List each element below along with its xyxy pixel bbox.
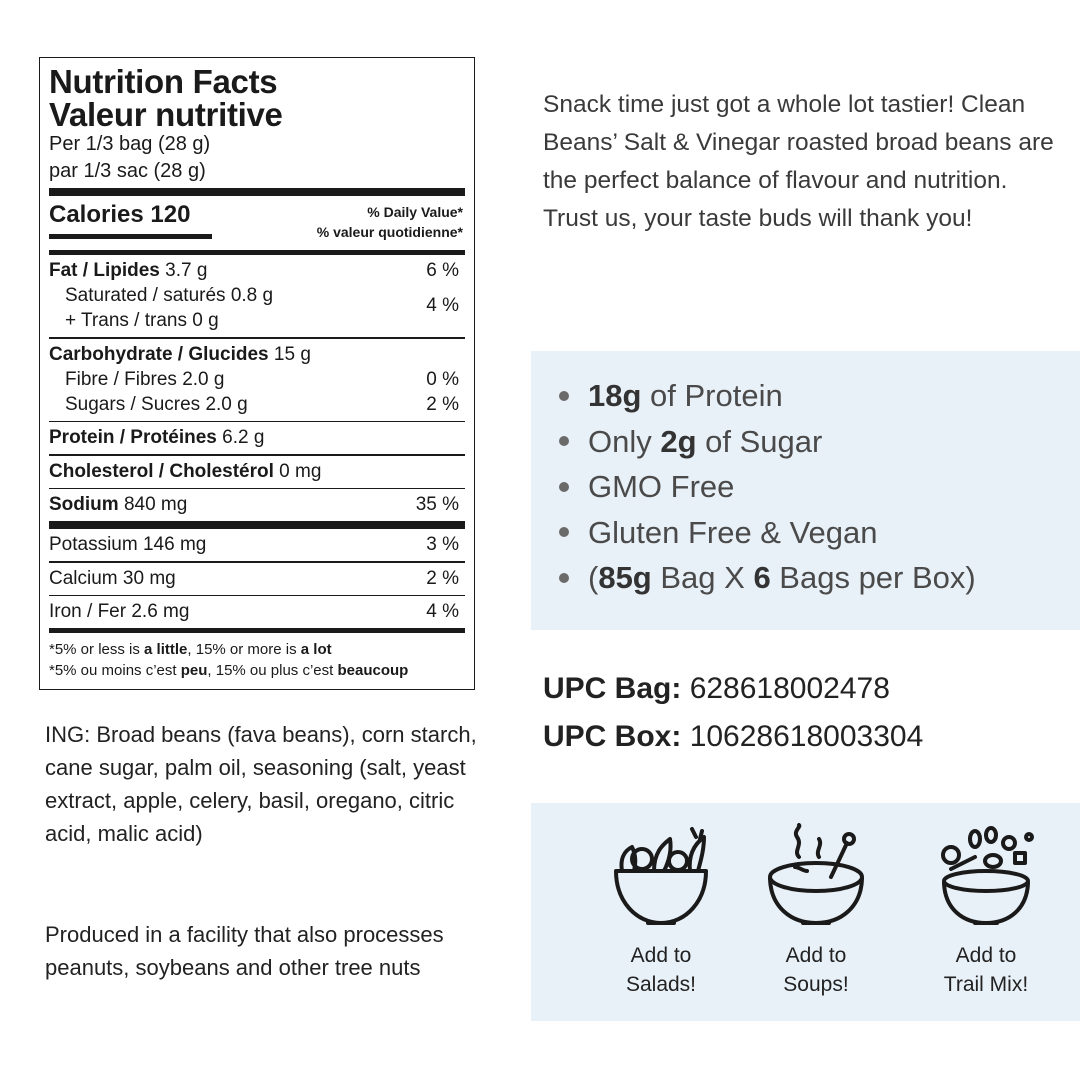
calcium-amount: 30 mg [122, 567, 176, 589]
bullet-icon [559, 436, 569, 446]
ingredients [45, 718, 485, 850]
feature-number: 18g [588, 378, 642, 413]
footnote-text: *5% or less is [49, 641, 145, 658]
calories-text [49, 201, 190, 229]
fibre-pct: 0 % [426, 368, 459, 390]
sodium-amount: 840 mg [123, 494, 188, 515]
features-panel [531, 351, 1080, 630]
nutrition-title-fr: Valeur nutritive [49, 96, 283, 133]
bullet-icon [559, 482, 569, 492]
feature-number: 2g [660, 423, 697, 459]
iron-pct: 4 % [426, 601, 459, 622]
daily-value-en: % Daily Value* [367, 204, 463, 220]
iron-label: Iron / Fer [49, 601, 127, 622]
calcium-pct: 2 % [426, 567, 459, 589]
feature-gluten [559, 510, 1080, 556]
sugars-label: Sugars / Sucres [65, 393, 201, 415]
divider [49, 188, 465, 196]
use-label-line: Add to [630, 944, 692, 967]
calcium-label: Calcium [49, 567, 118, 589]
bullet-icon [559, 527, 569, 537]
upc-box-value: 10628618003304 [689, 720, 924, 753]
nutrition-footnote [49, 633, 465, 681]
sodium-row [49, 489, 465, 521]
saturated-label: Saturated / saturés [65, 285, 226, 306]
trans-row [49, 308, 465, 333]
soup-bowl-icon [761, 823, 871, 933]
upc-box [543, 720, 923, 754]
sodium-label: Sodium [49, 494, 119, 515]
footnote-fr [49, 660, 465, 681]
calories-row [49, 196, 465, 250]
calories-label: Calories [49, 201, 144, 228]
feature-text: ( [588, 560, 599, 595]
footnote-text: , 15% or more is [187, 641, 301, 658]
upc-bag-value: 628618002478 [689, 672, 890, 705]
potassium-label: Potassium [49, 534, 138, 555]
carb-block [49, 339, 465, 421]
serving-size-en: Per 1/3 bag (28 g) [49, 133, 211, 155]
feature-number: 85g [598, 560, 652, 595]
ingredients-text: Broad beans (fava beans), corn starch, cane sugar, palm oil, seasoning (salt, yeast extract, apple, celery, basil, oregano, citric acid, malic acid) [45, 722, 477, 846]
saturated-row [49, 283, 465, 308]
cholesterol-label: Cholesterol / Cholestérol [49, 460, 274, 482]
feature-bag-count [559, 555, 1080, 601]
footnote-text: *5% ou moins c’est [49, 662, 181, 679]
use-soups [741, 823, 891, 999]
feature-protein [559, 373, 1080, 419]
protein-amount: 6.2 g [222, 427, 265, 448]
trans-label: + Trans / trans [65, 310, 187, 331]
cholesterol-row [49, 456, 465, 488]
salad-bowl-icon [606, 823, 716, 933]
use-label-line: Add to [955, 944, 1017, 967]
fat-amount: 3.7 g [165, 260, 208, 281]
carb-label: Carbohydrate / Glucides [49, 343, 269, 365]
feature-text: GMO Free [588, 469, 735, 504]
feature-number: 6 [753, 560, 771, 595]
use-salads [586, 823, 736, 999]
upc-bag-label: UPC Bag: [543, 672, 682, 705]
use-trail-mix-label [911, 941, 1061, 999]
daily-value-header [317, 202, 463, 242]
feature-text: Bags per Box) [770, 560, 976, 595]
footnote-en [49, 639, 465, 660]
carb-amount: 15 g [273, 343, 311, 365]
fat-row [49, 258, 465, 283]
calcium-row [49, 563, 465, 595]
calories-value: 120 [150, 201, 191, 228]
serving-ideas-panel [531, 803, 1080, 1021]
calories-underline [49, 234, 212, 239]
sugars-row [49, 392, 465, 417]
iron-row [49, 596, 465, 628]
footnote-bold: a little [144, 641, 188, 658]
use-soups-label [741, 941, 891, 999]
nutrition-facts-panel [39, 57, 475, 690]
fibre-amount: 2.0 g [182, 368, 225, 390]
allergen-statement: Produced in a facility that also processes peanuts, soybeans and other tree nuts [45, 922, 444, 980]
use-trail-mix [911, 823, 1061, 999]
footnote-text: , 15% ou plus c’est [207, 662, 338, 679]
feature-text: of Protein [641, 378, 783, 413]
sugars-pct: 2 % [426, 393, 459, 415]
fat-label: Fat / Lipides [49, 260, 160, 281]
upc-bag [543, 672, 890, 706]
potassium-pct: 3 % [426, 534, 459, 555]
trans-amount: 0 g [192, 310, 219, 331]
feature-text: Gluten Free & Vegan [588, 514, 878, 550]
sat-trans-pct: 4 % [426, 295, 459, 316]
fat-block [49, 255, 465, 337]
feature-text: Only [588, 423, 661, 459]
nutrition-title-en: Nutrition Facts [49, 63, 278, 100]
potassium-amount: 146 mg [142, 534, 207, 555]
fibre-row [49, 367, 465, 392]
cholesterol-amount: 0 mg [279, 460, 322, 482]
trail-mix-bowl-icon [931, 823, 1041, 933]
footnote-bold: a lot [300, 641, 332, 658]
use-label-line: Soups! [783, 973, 849, 996]
daily-value-fr: % valeur quotidienne* [316, 224, 463, 240]
use-label-line: Add to [785, 944, 847, 967]
potassium-row [49, 529, 465, 561]
feature-gmo [559, 464, 1080, 510]
feature-text: Bag X [651, 560, 754, 595]
use-label-line: Trail Mix! [943, 973, 1029, 996]
protein-label: Protein / Protéines [49, 427, 217, 448]
footnote-bold: beaucoup [337, 662, 409, 679]
protein-row [49, 422, 465, 454]
ingredients-label: ING: [45, 722, 91, 747]
fat-pct: 6 % [426, 260, 459, 281]
product-description: Snack time just got a whole lot tastier! Clean Beans’ Salt & Vinegar roasted broad beans are the perfect balance of flavour and nutrition. Trust us, your taste buds will thank you! [543, 91, 1054, 232]
carb-row [49, 342, 465, 367]
sodium-pct: 35 % [415, 494, 459, 515]
serving-size-fr: par 1/3 sac (28 g) [49, 160, 206, 182]
saturated-amount: 0.8 g [230, 285, 274, 306]
divider [49, 521, 465, 529]
use-label-line: Salads! [625, 973, 697, 996]
iron-amount: 2.6 mg [131, 601, 190, 622]
fibre-label: Fibre / Fibres [65, 368, 177, 390]
feature-sugar [559, 419, 1080, 465]
feature-text: of Sugar [696, 423, 823, 459]
sugars-amount: 2.0 g [205, 393, 248, 415]
bullet-icon [559, 573, 569, 583]
use-salads-label [586, 941, 736, 999]
footnote-bold: peu [180, 662, 208, 679]
bullet-icon [559, 391, 569, 401]
sat-trans-group [49, 283, 465, 333]
upc-box-label: UPC Box: [543, 720, 682, 753]
